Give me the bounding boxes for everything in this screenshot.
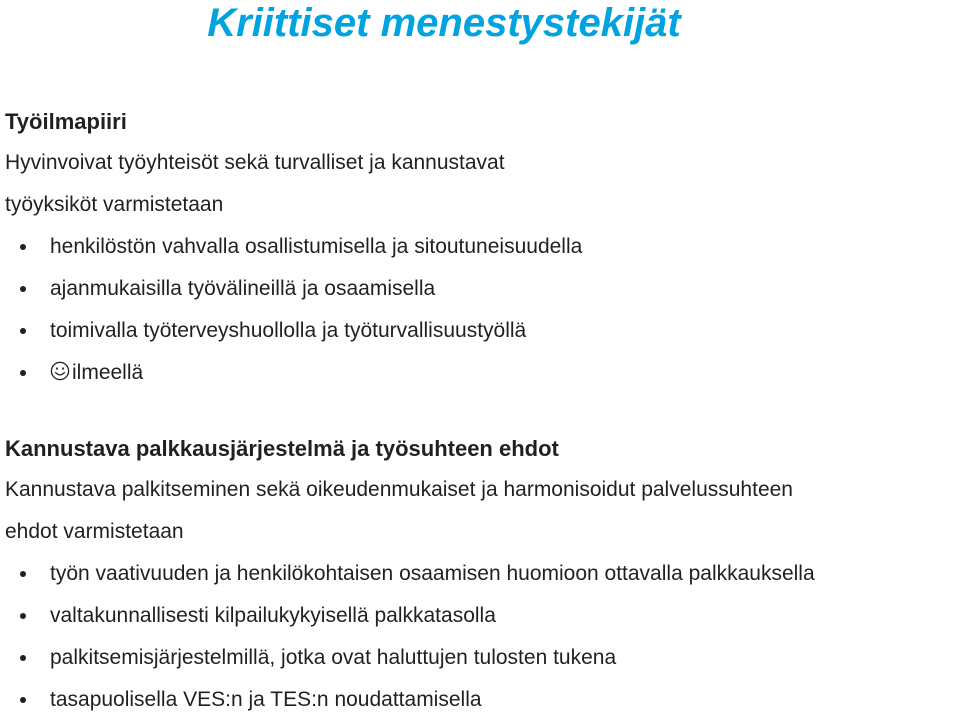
list-item-text: työn vaativuuden ja henkilökohtaisen osaamisen huomioon ottavalla palkkauksella [50, 562, 815, 585]
list-item-text: ilmeellä [72, 361, 144, 384]
list-item [5, 268, 582, 310]
paragraph-line: työyksiköt varmistetaan [5, 193, 224, 216]
bullet-icon [20, 613, 26, 619]
list-item [5, 679, 815, 721]
list-item-text: valtakunnallisesti kilpailukykyisellä palkkatasolla [50, 604, 496, 627]
section-heading: Työilmapiiri [5, 109, 127, 134]
list-item [5, 553, 815, 595]
bullet-icon [20, 328, 26, 334]
paragraph-line: ehdot varmistetaan [5, 520, 184, 543]
list-item [5, 637, 815, 679]
smiley-icon [50, 361, 70, 381]
list-item [5, 595, 815, 637]
section-tyoilmapiiri [5, 110, 582, 394]
list-item [5, 352, 582, 394]
list-item-text: tasapuolisella VES:n ja TES:n noudattamisella [50, 688, 482, 711]
bullet-icon [20, 655, 26, 661]
list-item-text: henkilöstön vahvalla osallistumisella ja sitoutuneisuudella [50, 235, 583, 258]
section-palkkaus [5, 437, 815, 721]
bullet-icon [20, 571, 26, 577]
paragraph-line: Hyvinvoivat työyhteisöt sekä turvalliset ja kannustavat [5, 151, 505, 174]
bullet-list [5, 226, 582, 394]
section-heading: Kannustava palkkausjärjestelmä ja työsuhteen ehdot [5, 436, 559, 461]
list-item-text: palkitsemisjärjestelmillä, jotka ovat haluttujen tulosten tukena [50, 646, 617, 669]
bullet-icon [20, 697, 26, 703]
paragraph-line: Kannustava palkitseminen sekä oikeudenmukaiset ja harmonisoidut palvelussuhteen [5, 478, 793, 501]
list-item-text: ajanmukaisilla työvälineillä ja osaamisella [50, 277, 436, 300]
list-item [5, 310, 582, 352]
page-title: Kriittiset menestystekijät [207, 1, 681, 45]
section-paragraph [5, 142, 582, 226]
bullet-icon [20, 370, 26, 376]
bullet-icon [20, 286, 26, 292]
bullet-icon [20, 244, 26, 250]
list-item [5, 226, 582, 268]
bullet-list [5, 553, 815, 721]
list-item-text: toimivalla työterveyshuollolla ja työturvallisuustyöllä [50, 319, 527, 342]
section-paragraph [5, 469, 815, 553]
